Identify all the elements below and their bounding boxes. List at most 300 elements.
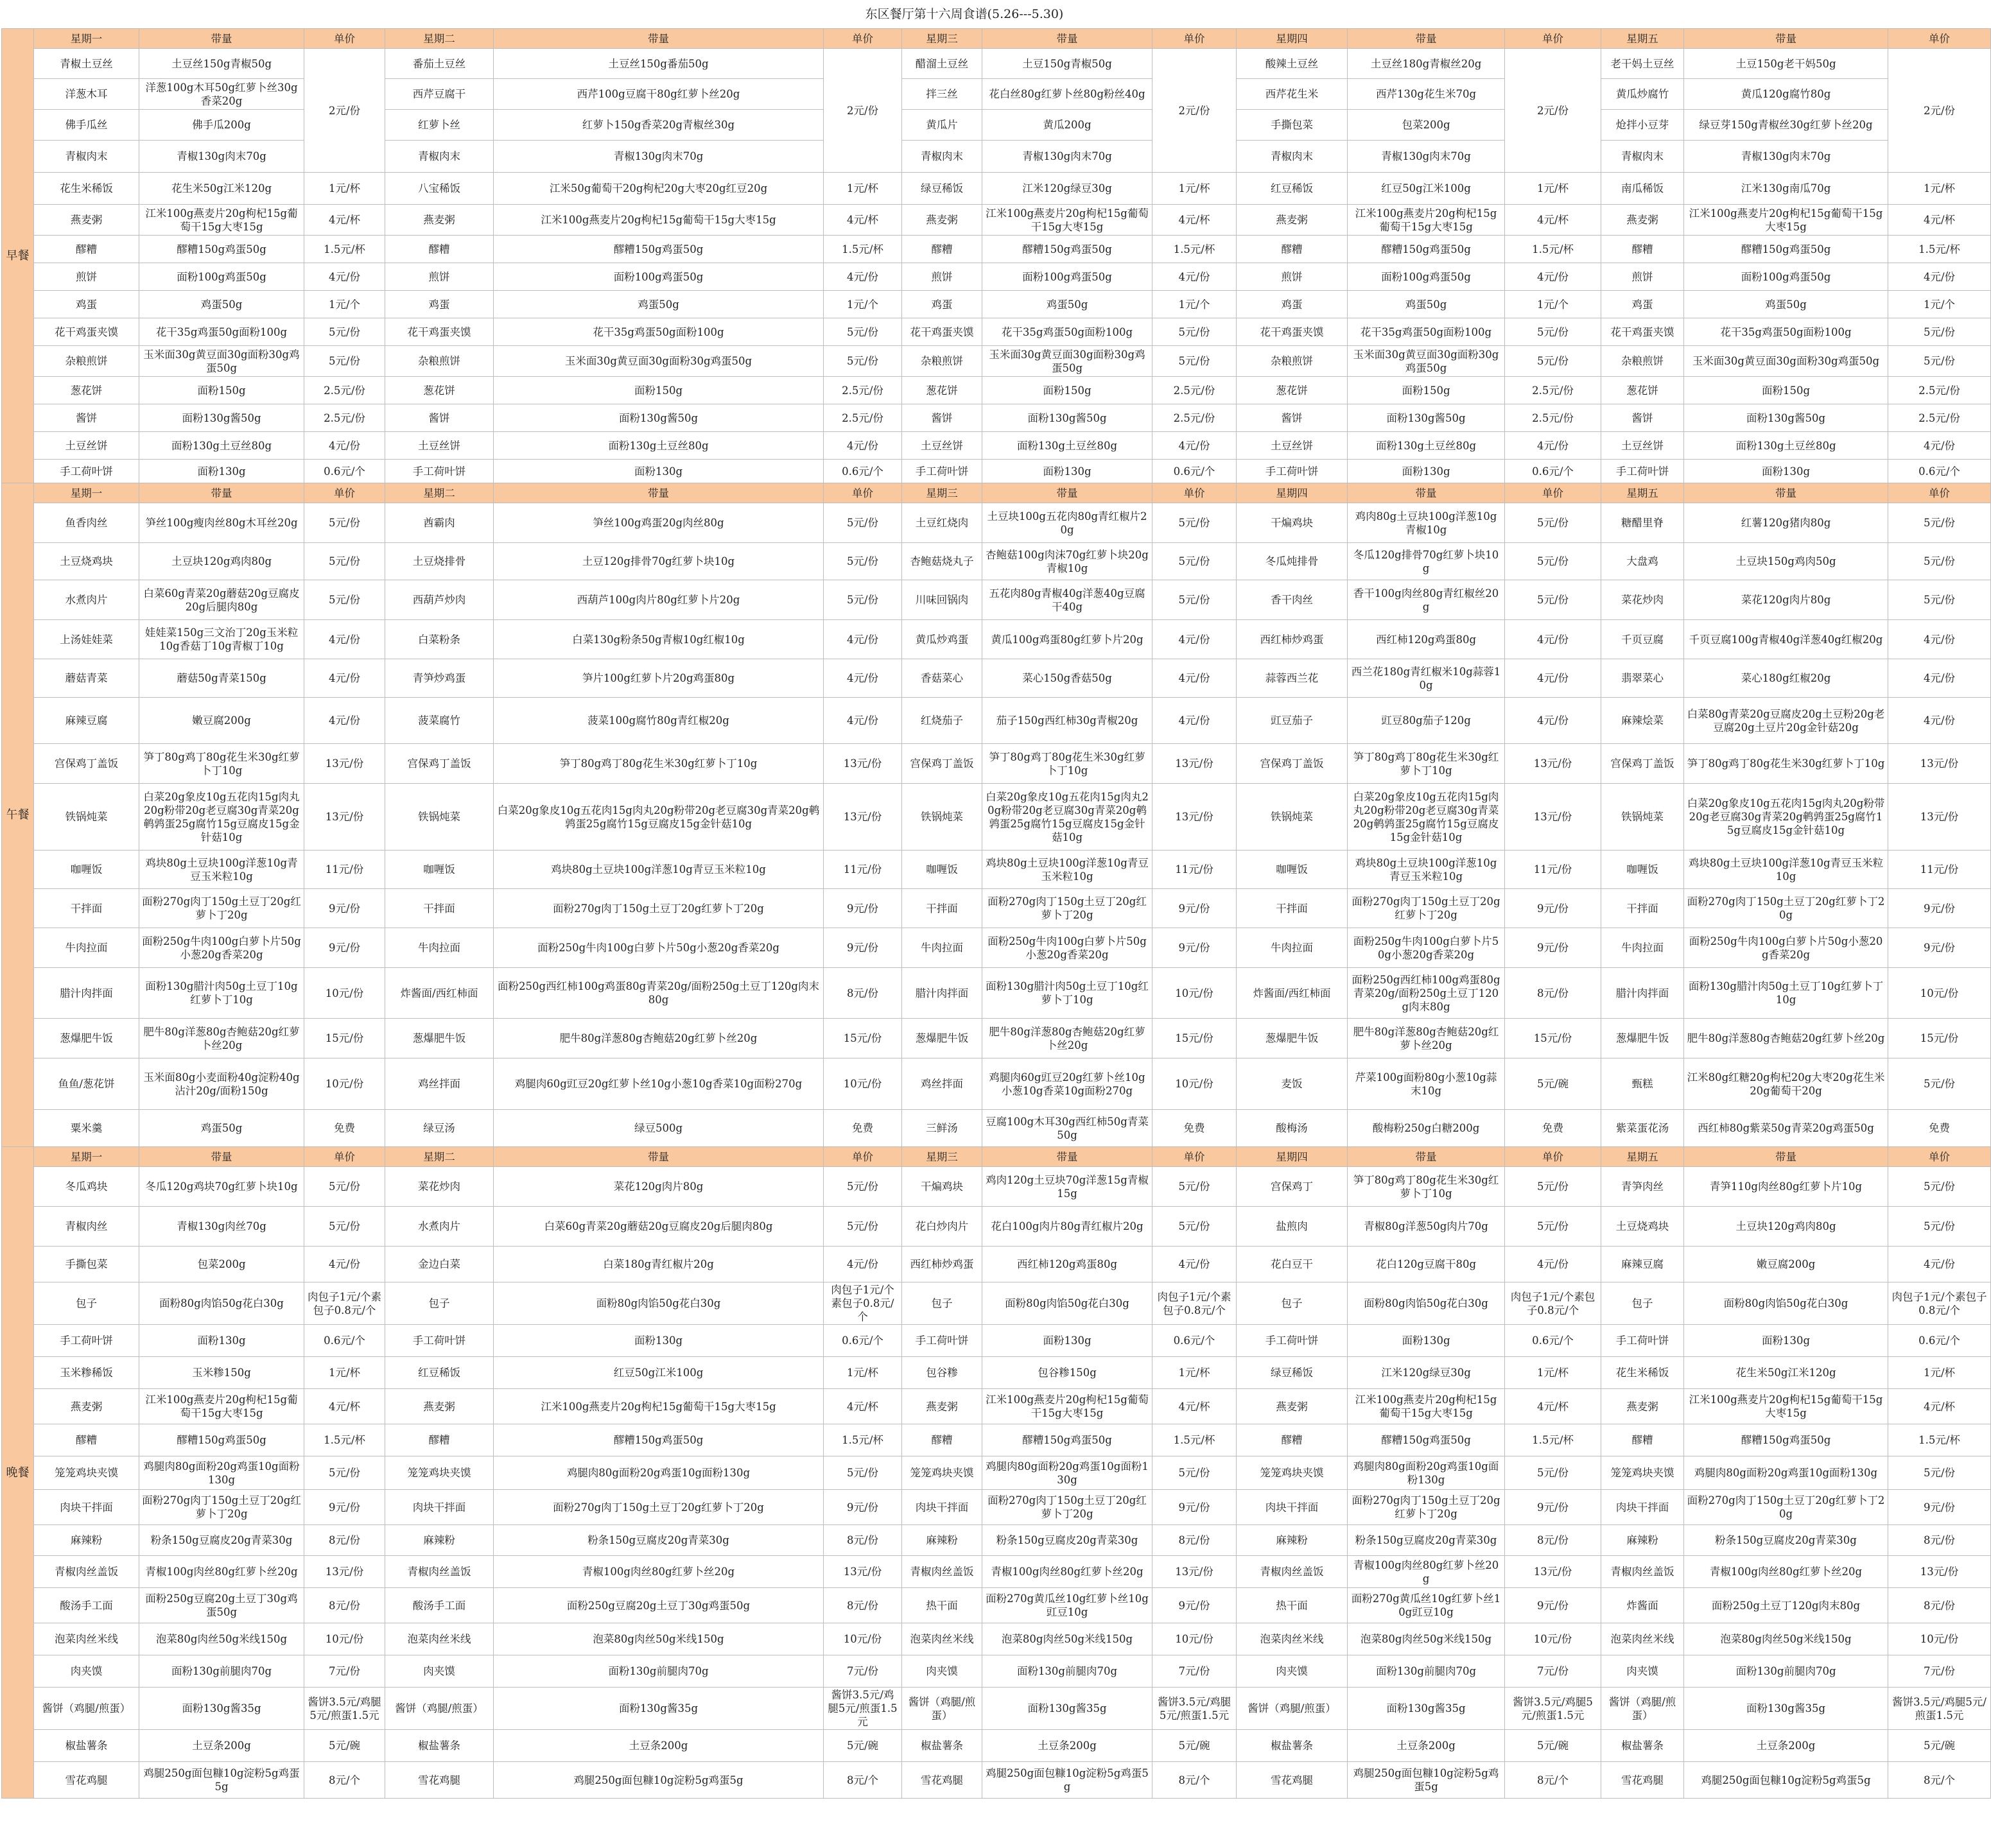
dish-name: 葱爆肥牛饭 bbox=[1601, 1019, 1684, 1058]
dish-price: 1元/个 bbox=[1505, 291, 1601, 318]
dish-price: 10元/份 bbox=[1505, 1623, 1601, 1655]
dish-name: 葱爆肥牛饭 bbox=[385, 1019, 494, 1058]
dish-price: 4元/份 bbox=[304, 263, 385, 291]
dish-price: 酱饼3.5元/鸡腿5元/煎蛋1.5元 bbox=[304, 1688, 385, 1730]
dish-price: 4元/份 bbox=[1888, 432, 1991, 460]
dish-price: 4元/杯 bbox=[1152, 1389, 1237, 1424]
dish-name: 麦饭 bbox=[1237, 1058, 1348, 1110]
dish-price: 10元/份 bbox=[824, 1058, 902, 1110]
dish-amount: 面粉130g前腿肉70g bbox=[1348, 1655, 1505, 1688]
dish-price: 5元/份 bbox=[1888, 1058, 1991, 1110]
dish-price: 4元/杯 bbox=[1152, 205, 1237, 236]
table-row bbox=[2, 1456, 1991, 1490]
dish-name: 鱼鱼/葱花饼 bbox=[34, 1058, 139, 1110]
table-row bbox=[2, 263, 1991, 291]
dish-amount: 白菜130g粉条50g青椒10g红椒10g bbox=[494, 620, 824, 659]
dish-amount: 绿豆500g bbox=[494, 1110, 824, 1147]
dish-name: 番茄土豆丝 bbox=[385, 49, 494, 79]
dish-name: 鸡丝拌面 bbox=[385, 1058, 494, 1110]
dish-amount: 鸡块80g土豆块100g洋葱10g青豆玉米粒10g bbox=[1348, 851, 1505, 889]
dish-price: 9元/份 bbox=[1152, 889, 1237, 928]
dish-name: 杂粮煎饼 bbox=[385, 346, 494, 377]
dish-name: 醪糟 bbox=[1237, 236, 1348, 263]
dish-price: 5元/份 bbox=[1505, 1207, 1601, 1247]
dish-price: 2.5元/份 bbox=[1505, 404, 1601, 432]
dish-name: 肉夹馍 bbox=[34, 1655, 139, 1688]
dish-price: 8元/个 bbox=[824, 1762, 902, 1799]
dish-amount: 西红柿80g紫菜50g青菜20g鸡蛋50g bbox=[1684, 1110, 1888, 1147]
dish-amount: 泡菜80g肉丝50g米线150g bbox=[982, 1623, 1152, 1655]
dish-amount: 面粉100g鸡蛋50g bbox=[139, 263, 304, 291]
header-day: 星期一 bbox=[34, 29, 139, 49]
dish-amount: 江米100g燕麦片20g枸杞15g葡萄干15g大枣15g bbox=[1348, 1389, 1505, 1424]
dish-price: 4元/份 bbox=[1152, 620, 1237, 659]
dish-amount: 菜心150g香菇50g bbox=[982, 659, 1152, 698]
dish-name: 青椒肉丝盖饭 bbox=[1601, 1556, 1684, 1588]
dish-price: 免费 bbox=[1888, 1110, 1991, 1147]
dish-amount: 面粉270g肉丁150g土豆丁20g红萝卜丁20g bbox=[139, 1490, 304, 1525]
dish-name: 鸡蛋 bbox=[385, 291, 494, 318]
dish-amount: 江米100g燕麦片20g枸杞15g葡萄干15g大枣15g bbox=[1684, 1389, 1888, 1424]
dish-amount: 土豆条200g bbox=[982, 1730, 1152, 1762]
dish-name: 笼笼鸡块夹馍 bbox=[34, 1456, 139, 1490]
dish-price: 4元/杯 bbox=[1888, 1389, 1991, 1424]
dish-name: 煎饼 bbox=[1601, 263, 1684, 291]
dish-amount: 豆腐100g木耳30g西红柿50g青菜50g bbox=[982, 1110, 1152, 1147]
dish-name: 泡菜肉丝米线 bbox=[1237, 1623, 1348, 1655]
dish-amount: 面粉130g bbox=[982, 460, 1152, 483]
dish-price: 11元/份 bbox=[1505, 851, 1601, 889]
dish-amount: 玉米面30g黄豆面30g面粉30g鸡蛋50g bbox=[982, 346, 1152, 377]
dish-amount: 醪糟150g鸡蛋50g bbox=[494, 236, 824, 263]
dish-amount: 江米50g葡萄干20g枸杞20g大枣20g红豆20g bbox=[494, 173, 824, 205]
dish-amount: 土豆丝150g青椒50g bbox=[139, 49, 304, 79]
table-row bbox=[2, 1525, 1991, 1556]
dish-price: 8元/份 bbox=[304, 1588, 385, 1623]
dish-price: 11元/份 bbox=[1888, 851, 1991, 889]
dish-amount: 面粉150g bbox=[494, 377, 824, 404]
dish-price: 5元/份 bbox=[1888, 1456, 1991, 1490]
dish-price: 5元/份 bbox=[1888, 318, 1991, 346]
dish-amount: 青椒130g肉末70g bbox=[494, 141, 824, 173]
dish-amount: 土豆块120g鸡肉80g bbox=[139, 543, 304, 580]
dish-price: 9元/份 bbox=[824, 928, 902, 968]
dish-name: 青椒肉丝盖饭 bbox=[34, 1556, 139, 1588]
dish-price: 8元/个 bbox=[1505, 1762, 1601, 1799]
dish-amount: 醪糟150g鸡蛋50g bbox=[1348, 236, 1505, 263]
dish-amount: 玉米面30g黄豆面30g面粉30g鸡蛋50g bbox=[139, 346, 304, 377]
dish-price: 5元/份 bbox=[304, 346, 385, 377]
dish-price: 4元/杯 bbox=[304, 205, 385, 236]
dish-name: 西红柿炒鸡蛋 bbox=[1237, 620, 1348, 659]
dish-name: 手撕包菜 bbox=[34, 1247, 139, 1282]
header-day: 星期三 bbox=[902, 1147, 982, 1167]
dish-amount: 江米100g燕麦片20g枸杞15g葡萄干15g大枣15g bbox=[982, 205, 1152, 236]
dish-name: 老干妈土豆丝 bbox=[1601, 49, 1684, 79]
dish-name: 笼笼鸡块夹馍 bbox=[1237, 1456, 1348, 1490]
dish-price: 2.5元/份 bbox=[824, 377, 902, 404]
dish-amount: 冬瓜120g鸡块70g红萝卜块10g bbox=[139, 1167, 304, 1207]
dish-price: 13元/份 bbox=[304, 744, 385, 784]
dish-amount: 笋丁80g鸡丁80g花生米30g红萝卜丁10g bbox=[139, 744, 304, 784]
dish-amount: 包谷糁150g bbox=[982, 1357, 1152, 1389]
dish-price: 4元/杯 bbox=[304, 1389, 385, 1424]
dish-price: 0.6元/个 bbox=[1888, 1325, 1991, 1357]
dish-name: 笼笼鸡块夹馍 bbox=[385, 1456, 494, 1490]
dish-name: 铁锅炖菜 bbox=[34, 784, 139, 851]
header-price: 单价 bbox=[304, 483, 385, 503]
dish-price: 13元/份 bbox=[1888, 784, 1991, 851]
dish-amount: 笋丁80g鸡丁80g花生米30g红萝卜丁10g bbox=[1684, 744, 1888, 784]
dish-amount: 肥牛80g洋葱80g杏鲍菇20g红萝卜丝20g bbox=[1684, 1019, 1888, 1058]
dish-price: 1元/杯 bbox=[304, 1357, 385, 1389]
dish-name: 花干鸡蛋夹馍 bbox=[1601, 318, 1684, 346]
dish-amount: 白菜20g象皮10g五花肉15g肉丸20g粉带20g老豆腐30g青菜20g鹌鹑蛋25g腐竹15g豆腐皮15g金针菇10g bbox=[982, 784, 1152, 851]
dish-amount: 醪糟150g鸡蛋50g bbox=[139, 1424, 304, 1456]
dish-amount: 面粉270g肉丁150g土豆丁20g红萝卜丁20g bbox=[1684, 1490, 1888, 1525]
dish-amount: 青椒80g洋葱50g肉片70g bbox=[1348, 1207, 1505, 1247]
dish-amount: 江米100g燕麦片20g枸杞15g葡萄干15g大枣15g bbox=[139, 1389, 304, 1424]
dish-price: 0.6元/个 bbox=[1152, 460, 1237, 483]
dish-price: 1元/杯 bbox=[1152, 1357, 1237, 1389]
dish-name: 肉块干拌面 bbox=[1601, 1490, 1684, 1525]
table-row bbox=[2, 1762, 1991, 1799]
dish-name: 西芹花生米 bbox=[1237, 79, 1348, 110]
dish-name: 干拌面 bbox=[902, 889, 982, 928]
dish-amount: 面粉80g肉馅50g花白30g bbox=[1684, 1282, 1888, 1325]
table-row bbox=[2, 460, 1991, 483]
dish-name: 紫菜蛋花汤 bbox=[1601, 1110, 1684, 1147]
dish-price: 5元/份 bbox=[304, 318, 385, 346]
dish-price: 5元/份 bbox=[1505, 543, 1601, 580]
header-day: 星期四 bbox=[1237, 1147, 1348, 1167]
dish-name: 咖喱饭 bbox=[1601, 851, 1684, 889]
dish-amount: 酸梅粉250g白糖200g bbox=[1348, 1110, 1505, 1147]
dish-amount: 土豆块120g鸡肉80g bbox=[1684, 1207, 1888, 1247]
dish-price: 8元/份 bbox=[1888, 1525, 1991, 1556]
dish-amount: 粉条150g豆腐皮20g青菜30g bbox=[1348, 1525, 1505, 1556]
dish-name: 酱饼 bbox=[1601, 404, 1684, 432]
dish-price: 肉包子1元/个素包子0.8元/个 bbox=[824, 1282, 902, 1325]
dish-amount: 笋丁80g鸡丁80g花生米30g红萝卜丁10g bbox=[982, 744, 1152, 784]
dish-price: 5元/碗 bbox=[304, 1730, 385, 1762]
dish-amount: 花干35g鸡蛋50g面粉100g bbox=[1348, 318, 1505, 346]
dish-amount: 面粉150g bbox=[1684, 377, 1888, 404]
dish-amount: 肥牛80g洋葱80g杏鲍菇20g红萝卜丝20g bbox=[982, 1019, 1152, 1058]
dish-price: 4元/份 bbox=[1152, 698, 1237, 744]
dish-name: 醪糟 bbox=[1601, 1424, 1684, 1456]
dish-name: 宫保鸡丁盖饭 bbox=[1237, 744, 1348, 784]
dish-name: 泡菜肉丝米线 bbox=[1601, 1623, 1684, 1655]
table-row bbox=[2, 851, 1991, 889]
dish-amount: 鸡蛋50g bbox=[1348, 291, 1505, 318]
dish-name: 盐煎肉 bbox=[1237, 1207, 1348, 1247]
dish-price: 10元/份 bbox=[824, 1623, 902, 1655]
dish-amount: 鸡腿肉80g面粉20g鸡蛋10g面粉130g bbox=[1348, 1456, 1505, 1490]
dish-name: 糖醋里脊 bbox=[1601, 503, 1684, 543]
table-row bbox=[2, 1490, 1991, 1525]
dish-amount: 面粉130g前腿肉70g bbox=[1684, 1655, 1888, 1688]
dish-name: 土豆丝饼 bbox=[1601, 432, 1684, 460]
dish-name: 菜花炒肉 bbox=[1601, 580, 1684, 620]
dish-price: 1元/个 bbox=[1888, 291, 1991, 318]
dish-name: 酸辣土豆丝 bbox=[1237, 49, 1348, 79]
dish-price: 7元/份 bbox=[1152, 1655, 1237, 1688]
dish-name: 醪糟 bbox=[385, 1424, 494, 1456]
dish-amount: 土豆条200g bbox=[494, 1730, 824, 1762]
dish-amount: 江米100g燕麦片20g枸杞15g葡萄干15g大枣15g bbox=[1348, 205, 1505, 236]
dish-name: 大盘鸡 bbox=[1601, 543, 1684, 580]
dish-price: 1.5元/杯 bbox=[1505, 1424, 1601, 1456]
dish-price: 4元/杯 bbox=[1505, 1389, 1601, 1424]
dish-name: 花干鸡蛋夹馍 bbox=[1237, 318, 1348, 346]
dish-name: 土豆烧鸡块 bbox=[1601, 1207, 1684, 1247]
dish-price: 4元/份 bbox=[1152, 263, 1237, 291]
dish-amount: 鸡腿肉80g面粉20g鸡蛋10g面粉130g bbox=[494, 1456, 824, 1490]
dish-amount: 玉米糁150g bbox=[139, 1357, 304, 1389]
dish-amount: 面粉270g肉丁150g土豆丁20g红萝卜丁20g bbox=[982, 889, 1152, 928]
dish-amount: 面粉250g牛肉100g白萝卜片50g小葱20g香菜20g bbox=[494, 928, 824, 968]
dish-name: 酱饼（鸡腿/煎蛋） bbox=[34, 1688, 139, 1730]
dish-name: 川味回锅肉 bbox=[902, 580, 982, 620]
dish-price: 8元/份 bbox=[1152, 1525, 1237, 1556]
dish-amount: 黄瓜100g鸡蛋80g红萝卜片20g bbox=[982, 620, 1152, 659]
dish-amount: 粉条150g豆腐皮20g青菜30g bbox=[494, 1525, 824, 1556]
table-row bbox=[2, 110, 1991, 141]
dish-name: 土豆烧鸡块 bbox=[34, 543, 139, 580]
dish-name: 花干鸡蛋夹馍 bbox=[385, 318, 494, 346]
dish-name: 肉夹馍 bbox=[902, 1655, 982, 1688]
dish-name: 热干面 bbox=[1237, 1588, 1348, 1623]
dish-name: 宫保鸡丁盖饭 bbox=[902, 744, 982, 784]
dish-price: 10元/份 bbox=[304, 1058, 385, 1110]
dish-price: 5元/份 bbox=[1888, 1167, 1991, 1207]
dish-amount: 泡菜80g肉丝50g米线150g bbox=[139, 1623, 304, 1655]
dish-name: 红豆稀饭 bbox=[1237, 173, 1348, 205]
dish-price: 15元/份 bbox=[824, 1019, 902, 1058]
dish-price: 5元/碗 bbox=[1505, 1730, 1601, 1762]
dish-amount: 鸡腿250g面包糠10g淀粉5g鸡蛋5g bbox=[1348, 1762, 1505, 1799]
dish-name: 葱爆肥牛饭 bbox=[902, 1019, 982, 1058]
dish-amount: 花干35g鸡蛋50g面粉100g bbox=[494, 318, 824, 346]
dish-name: 葱爆肥牛饭 bbox=[34, 1019, 139, 1058]
table-row bbox=[2, 79, 1991, 110]
table-row bbox=[2, 784, 1991, 851]
dish-amount: 玉米面80g小麦面粉40g淀粉40g沾汁20g/面粉150g bbox=[139, 1058, 304, 1110]
dish-price: 酱饼3.5元/鸡腿5元/煎蛋1.5元 bbox=[1152, 1688, 1237, 1730]
dish-amount: 鸡腿250g面包糠10g淀粉5g鸡蛋5g bbox=[1684, 1762, 1888, 1799]
dish-amount: 香干100g肉丝80g青红椒丝20g bbox=[1348, 580, 1505, 620]
dish-price: 4元/份 bbox=[1888, 698, 1991, 744]
dish-amount: 醪糟150g鸡蛋50g bbox=[1684, 1424, 1888, 1456]
dish-name: 绿豆汤 bbox=[385, 1110, 494, 1147]
dish-name: 红萝卜丝 bbox=[385, 110, 494, 141]
dish-amount: 红薯120g猪肉80g bbox=[1684, 503, 1888, 543]
dish-price: 4元/份 bbox=[1888, 659, 1991, 698]
dish-amount: 江米100g燕麦片20g枸杞15g葡萄干15g大枣15g bbox=[139, 205, 304, 236]
dish-name: 笼笼鸡块夹馍 bbox=[902, 1456, 982, 1490]
dish-amount: 面粉270g肉丁150g土豆丁20g红萝卜丁20g bbox=[1684, 889, 1888, 928]
dish-price: 10元/份 bbox=[1152, 1623, 1237, 1655]
dish-price: 8元/个 bbox=[1888, 1762, 1991, 1799]
dish-name: 椒盐薯条 bbox=[34, 1730, 139, 1762]
dish-amount: 笋丁80g鸡丁80g花生米30g红萝卜丁10g bbox=[1348, 744, 1505, 784]
dish-amount: 面粉250g牛肉100g白萝卜片50g小葱20g香菜20g bbox=[1684, 928, 1888, 968]
dish-price: 0.6元/个 bbox=[1505, 460, 1601, 483]
dish-price: 5元/份 bbox=[1888, 543, 1991, 580]
dish-name: 铁锅炖菜 bbox=[902, 784, 982, 851]
dish-name: 椒盐薯条 bbox=[902, 1730, 982, 1762]
dish-amount: 面粉130g土豆丝80g bbox=[1684, 432, 1888, 460]
dish-amount: 面粉130g酱35g bbox=[494, 1688, 824, 1730]
dish-amount: 鸡腿肉80g面粉20g鸡蛋10g面粉130g bbox=[1684, 1456, 1888, 1490]
dish-price: 5元/份 bbox=[824, 503, 902, 543]
meal-label: 午餐 bbox=[2, 483, 34, 1147]
dish-amount: 面粉250g牛肉100g白萝卜片50g小葱20g香菜20g bbox=[139, 928, 304, 968]
dish-name: 燕麦粥 bbox=[1601, 205, 1684, 236]
dish-price: 5元/份 bbox=[304, 503, 385, 543]
dish-name: 手工荷叶饼 bbox=[1601, 1325, 1684, 1357]
dish-amount: 鸡块80g土豆块100g洋葱10g青豆玉米粒10g bbox=[1684, 851, 1888, 889]
dish-price: 2.5元/份 bbox=[1888, 404, 1991, 432]
dish-name: 冬瓜炖排骨 bbox=[1237, 543, 1348, 580]
dish-name: 醪糟 bbox=[34, 236, 139, 263]
header-day: 星期五 bbox=[1601, 29, 1684, 49]
dish-name: 青椒肉末 bbox=[1237, 141, 1348, 173]
dish-amount: 面粉80g肉馅50g花白30g bbox=[982, 1282, 1152, 1325]
dish-amount: 面粉130g腊汁肉50g土豆丁10g红萝卜丁10g bbox=[1684, 968, 1888, 1019]
dish-name: 花干鸡蛋夹馍 bbox=[902, 318, 982, 346]
dish-price: 0.6元/个 bbox=[304, 460, 385, 483]
dish-price: 11元/份 bbox=[824, 851, 902, 889]
dish-price: 9元/份 bbox=[824, 889, 902, 928]
dish-name: 咖喱饭 bbox=[385, 851, 494, 889]
dish-amount: 鸡块80g土豆块100g洋葱10g青豆玉米粒10g bbox=[139, 851, 304, 889]
dish-amount: 醪糟150g鸡蛋50g bbox=[1684, 236, 1888, 263]
dish-amount: 面粉130g前腿肉70g bbox=[139, 1655, 304, 1688]
table-row bbox=[2, 49, 1991, 79]
dish-name: 麻辣粉 bbox=[1601, 1525, 1684, 1556]
dish-price: 9元/份 bbox=[1888, 889, 1991, 928]
dish-price: 5元/份 bbox=[304, 1456, 385, 1490]
dish-name: 青椒肉丝盖饭 bbox=[1237, 1556, 1348, 1588]
table-row bbox=[2, 543, 1991, 580]
dish-amount: 面粉250g牛肉100g白萝卜片50g小葱20g香菜20g bbox=[1348, 928, 1505, 968]
dish-price: 酱饼3.5元/鸡腿5元/煎蛋1.5元 bbox=[1888, 1688, 1991, 1730]
table-row bbox=[2, 1247, 1991, 1282]
dish-price: 4元/份 bbox=[1152, 432, 1237, 460]
dish-price: 5元/份 bbox=[1152, 1456, 1237, 1490]
dish-name: 醪糟 bbox=[385, 236, 494, 263]
dish-price: 4元/份 bbox=[1152, 1247, 1237, 1282]
dish-price: 5元/份 bbox=[304, 543, 385, 580]
dish-price: 9元/份 bbox=[1152, 1588, 1237, 1623]
dish-price: 5元/份 bbox=[824, 580, 902, 620]
header-amount: 带量 bbox=[982, 483, 1152, 503]
dish-price: 0.6元/个 bbox=[824, 460, 902, 483]
dish-amount: 粉条150g豆腐皮20g青菜30g bbox=[982, 1525, 1152, 1556]
dish-name: 包子 bbox=[902, 1282, 982, 1325]
dish-name: 花生米稀饭 bbox=[34, 173, 139, 205]
dish-price: 免费 bbox=[824, 1110, 902, 1147]
dish-price: 1元/杯 bbox=[824, 1357, 902, 1389]
dish-name: 青椒肉末 bbox=[902, 141, 982, 173]
dish-name: 包子 bbox=[1601, 1282, 1684, 1325]
dish-price: 5元/份 bbox=[304, 1207, 385, 1247]
dish-price: 13元/份 bbox=[1888, 1556, 1991, 1588]
dish-name: 牛肉拉面 bbox=[1237, 928, 1348, 968]
dish-name: 干煸鸡块 bbox=[902, 1167, 982, 1207]
dish-name: 燕麦粥 bbox=[1237, 205, 1348, 236]
dish-amount: 鸡腿肉60g豇豆20g红萝卜丝10g小葱10g香菜10g面粉270g bbox=[494, 1058, 824, 1110]
dish-price: 5元/碗 bbox=[1505, 1058, 1601, 1110]
table-row bbox=[2, 620, 1991, 659]
dish-amount: 青椒130g肉末70g bbox=[982, 141, 1152, 173]
meal-label: 早餐 bbox=[2, 29, 34, 483]
dish-name: 包谷糁 bbox=[902, 1357, 982, 1389]
dish-amount: 面粉270g黄瓜丝10g红萝卜丝10g豇豆10g bbox=[982, 1588, 1152, 1623]
dish-name: 蒜蓉西兰花 bbox=[1237, 659, 1348, 698]
dish-name: 豇豆茄子 bbox=[1237, 698, 1348, 744]
dish-name: 酱饼 bbox=[1237, 404, 1348, 432]
dish-amount: 泡菜80g肉丝50g米线150g bbox=[494, 1623, 824, 1655]
header-day: 星期四 bbox=[1237, 29, 1348, 49]
dish-name: 三鲜汤 bbox=[902, 1110, 982, 1147]
dish-amount: 西芹130g花生米70g bbox=[1348, 79, 1505, 110]
dish-amount: 面粉250g土豆丁120g肉末80g bbox=[1684, 1588, 1888, 1623]
dish-name: 鸡蛋 bbox=[902, 291, 982, 318]
dish-name: 拌三丝 bbox=[902, 79, 982, 110]
dish-name: 煎饼 bbox=[1237, 263, 1348, 291]
dish-price: 5元/份 bbox=[1888, 1207, 1991, 1247]
dish-name: 手工荷叶饼 bbox=[385, 460, 494, 483]
dish-name: 燕麦粥 bbox=[1601, 1389, 1684, 1424]
dish-amount: 笋丝100g鸡蛋20g肉丝80g bbox=[494, 503, 824, 543]
dish-amount: 鸡腿肉80g面粉20g鸡蛋10g面粉130g bbox=[982, 1456, 1152, 1490]
dish-price: 8元/份 bbox=[824, 1525, 902, 1556]
dish-amount: 面粉130g bbox=[139, 460, 304, 483]
dish-name: 土豆丝饼 bbox=[1237, 432, 1348, 460]
dish-price: 13元/份 bbox=[824, 1556, 902, 1588]
dish-name: 红烧茄子 bbox=[902, 698, 982, 744]
table-row bbox=[2, 1207, 1991, 1247]
dish-amount: 青椒100g肉丝80g红萝卜丝20g bbox=[494, 1556, 824, 1588]
dish-name: 洋葱木耳 bbox=[34, 79, 139, 110]
header-amount: 带量 bbox=[1348, 29, 1505, 49]
dish-price: 1.5元/杯 bbox=[1505, 236, 1601, 263]
dish-name: 手工荷叶饼 bbox=[902, 460, 982, 483]
dish-amount: 江米120g绿豆30g bbox=[1348, 1357, 1505, 1389]
dish-price: 2元/份 bbox=[824, 49, 902, 173]
dish-amount: 面粉100g鸡蛋50g bbox=[1684, 263, 1888, 291]
dish-name: 牛肉拉面 bbox=[902, 928, 982, 968]
dish-name: 铁锅炖菜 bbox=[1601, 784, 1684, 851]
header-day: 星期二 bbox=[385, 1147, 494, 1167]
dish-amount: 面粉150g bbox=[982, 377, 1152, 404]
table-row bbox=[2, 236, 1991, 263]
dish-amount: 面粉130g腊汁肉50g土豆丁10g红萝卜丁10g bbox=[982, 968, 1152, 1019]
dish-name: 咖喱饭 bbox=[34, 851, 139, 889]
dish-name: 椒盐薯条 bbox=[1237, 1730, 1348, 1762]
dish-amount: 江米100g燕麦片20g枸杞15g葡萄干15g大枣15g bbox=[494, 1389, 824, 1424]
dish-price: 4元/份 bbox=[1152, 659, 1237, 698]
table-row bbox=[2, 1688, 1991, 1730]
dish-price: 5元/份 bbox=[304, 580, 385, 620]
dish-name: 酱饼 bbox=[902, 404, 982, 432]
dish-amount: 鸡肉120g土豆块70g洋葱15g青椒15g bbox=[982, 1167, 1152, 1207]
dish-amount: 西红柿120g鸡蛋80g bbox=[982, 1247, 1152, 1282]
dish-name: 煎饼 bbox=[34, 263, 139, 291]
